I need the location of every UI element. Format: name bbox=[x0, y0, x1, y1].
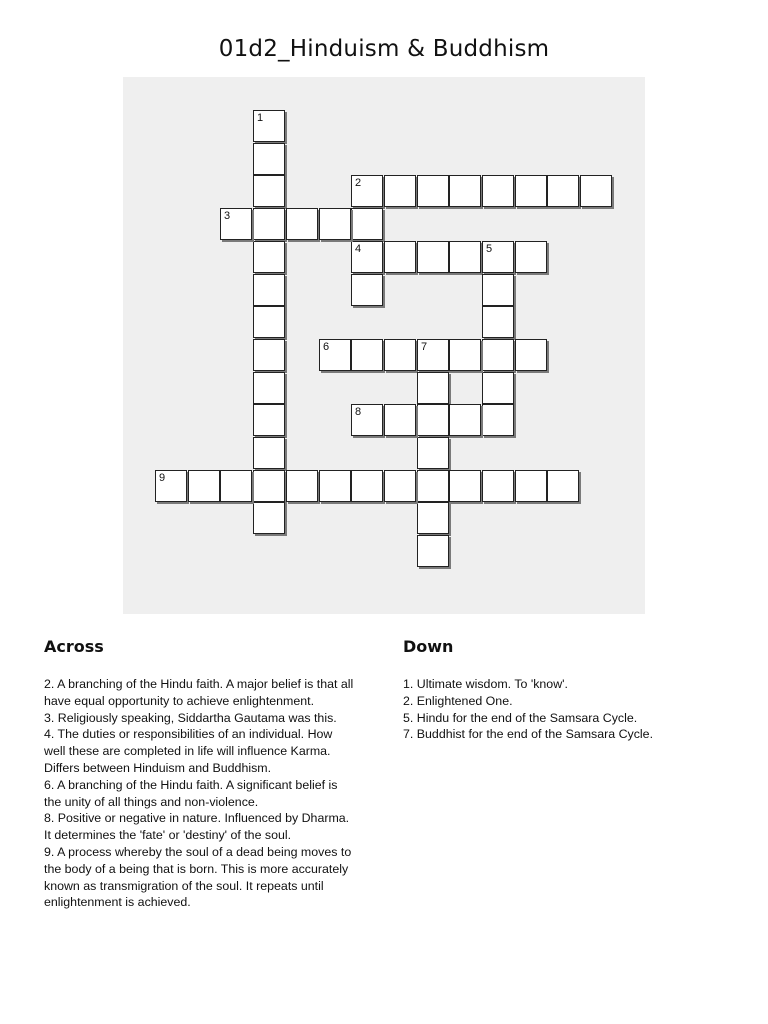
down-heading: Down bbox=[403, 637, 454, 656]
crossword-cell[interactable] bbox=[384, 339, 416, 371]
crossword-cell[interactable] bbox=[384, 404, 416, 436]
crossword-cell[interactable] bbox=[482, 372, 514, 404]
down-clue-list bbox=[403, 676, 723, 743]
clue-number: 1 bbox=[257, 112, 264, 124]
crossword-cell[interactable] bbox=[417, 175, 449, 207]
crossword-cell[interactable] bbox=[351, 175, 383, 207]
across-clue-4: 4. The duties or responsibilities of an individual. How well these are completed in life will influence Karma. Differs between Hinduism and Buddhism. bbox=[44, 727, 333, 775]
crossword-cell[interactable] bbox=[449, 241, 481, 273]
across-clue-3: 3. Religiously speaking, Siddartha Gautama was this. bbox=[44, 710, 337, 725]
crossword-cell[interactable] bbox=[515, 241, 547, 273]
crossword-cell[interactable] bbox=[482, 241, 514, 273]
crossword-cell[interactable] bbox=[188, 470, 220, 502]
crossword-cell[interactable] bbox=[351, 470, 383, 502]
crossword-cell[interactable] bbox=[155, 470, 187, 502]
crossword-cell[interactable] bbox=[449, 339, 481, 371]
crossword-cell[interactable] bbox=[417, 437, 449, 469]
crossword-cell[interactable] bbox=[319, 339, 351, 371]
crossword-cell[interactable] bbox=[417, 470, 449, 502]
down-clue-7: 7. Buddhist for the end of the Samsara Cycle. bbox=[403, 727, 654, 742]
crossword-cell[interactable] bbox=[253, 437, 285, 469]
crossword-cell[interactable] bbox=[547, 175, 579, 207]
clue-number: 2 bbox=[355, 177, 362, 189]
clue-number: 3 bbox=[224, 210, 231, 222]
crossword-cell[interactable] bbox=[286, 470, 318, 502]
crossword-cell[interactable] bbox=[580, 175, 612, 207]
crossword-cell[interactable] bbox=[253, 241, 285, 273]
crossword-cell[interactable] bbox=[384, 175, 416, 207]
crossword-cell[interactable] bbox=[449, 175, 481, 207]
crossword-cell[interactable] bbox=[482, 306, 514, 338]
clue-number: 8 bbox=[355, 406, 362, 418]
crossword-cell[interactable] bbox=[417, 502, 449, 534]
crossword-cell[interactable] bbox=[253, 372, 285, 404]
crossword-cell[interactable] bbox=[449, 404, 481, 436]
down-clue-5: 5. Hindu for the end of the Samsara Cycle. bbox=[403, 710, 638, 725]
crossword-cell[interactable] bbox=[417, 535, 449, 567]
crossword-cell[interactable] bbox=[482, 470, 514, 502]
down-clue-2: 2. Enlightened One. bbox=[403, 693, 513, 708]
crossword-cell[interactable] bbox=[253, 339, 285, 371]
crossword-cell[interactable] bbox=[351, 404, 383, 436]
crossword-cell[interactable] bbox=[417, 241, 449, 273]
across-clue-list bbox=[44, 676, 356, 911]
crossword-cell[interactable] bbox=[482, 175, 514, 207]
crossword-cell[interactable] bbox=[286, 208, 318, 240]
clue-number: 6 bbox=[323, 341, 330, 353]
crossword-cell[interactable] bbox=[417, 372, 449, 404]
across-clue-6: 6. A branching of the Hindu faith. A significant belief is the unity of all things and non-violence. bbox=[44, 777, 338, 809]
crossword-cell[interactable] bbox=[515, 175, 547, 207]
crossword-cell[interactable] bbox=[351, 208, 383, 240]
crossword-cell[interactable] bbox=[482, 404, 514, 436]
crossword-cell[interactable] bbox=[253, 274, 285, 306]
crossword-cell[interactable] bbox=[253, 502, 285, 534]
crossword-cell[interactable] bbox=[253, 175, 285, 207]
crossword-cell[interactable] bbox=[253, 110, 285, 142]
crossword-cell[interactable] bbox=[253, 470, 285, 502]
crossword-cell[interactable] bbox=[417, 339, 449, 371]
crossword-cell[interactable] bbox=[547, 470, 579, 502]
crossword-cell[interactable] bbox=[515, 339, 547, 371]
down-clue-1: 1. Ultimate wisdom. To 'know'. bbox=[403, 677, 568, 691]
crossword-cell[interactable] bbox=[351, 274, 383, 306]
across-clue-2: 2. A branching of the Hindu faith. A major belief is that all have equal opportunity to achieve enlightenment. bbox=[44, 677, 354, 708]
across-heading: Across bbox=[44, 637, 104, 656]
puzzle-title: 01d2_Hinduism & Buddhism bbox=[218, 36, 550, 62]
crossword-cell[interactable] bbox=[253, 208, 285, 240]
across-clue-9: 9. A process whereby the soul of a dead being moves to the body of a being that is born. This is more accurately known as transmigration of the soul. It repeats until enlightenment is achieved. bbox=[44, 844, 352, 910]
crossword-cell[interactable] bbox=[482, 339, 514, 371]
crossword-cell[interactable] bbox=[319, 208, 351, 240]
crossword-cell[interactable] bbox=[417, 404, 449, 436]
crossword-cell[interactable] bbox=[319, 470, 351, 502]
crossword-cell[interactable] bbox=[449, 470, 481, 502]
crossword-cell[interactable] bbox=[351, 339, 383, 371]
crossword-panel bbox=[123, 77, 645, 614]
crossword-cell[interactable] bbox=[253, 404, 285, 436]
crossword-cell[interactable] bbox=[220, 208, 252, 240]
clue-number: 5 bbox=[486, 243, 493, 255]
crossword-cell[interactable] bbox=[220, 470, 252, 502]
crossword-cell[interactable] bbox=[253, 143, 285, 175]
crossword-cell[interactable] bbox=[384, 241, 416, 273]
clue-number: 7 bbox=[421, 341, 428, 353]
clue-number: 9 bbox=[159, 472, 166, 484]
crossword-cell[interactable] bbox=[253, 306, 285, 338]
clue-number: 4 bbox=[355, 243, 362, 255]
across-clue-8: 8. Positive or negative in nature. Influenced by Dharma. It determines the 'fate' or 'destiny' of the soul. bbox=[44, 811, 350, 843]
crossword-cell[interactable] bbox=[515, 470, 547, 502]
crossword-cell[interactable] bbox=[351, 241, 383, 273]
crossword-cell[interactable] bbox=[482, 274, 514, 306]
crossword-cell[interactable] bbox=[384, 470, 416, 502]
